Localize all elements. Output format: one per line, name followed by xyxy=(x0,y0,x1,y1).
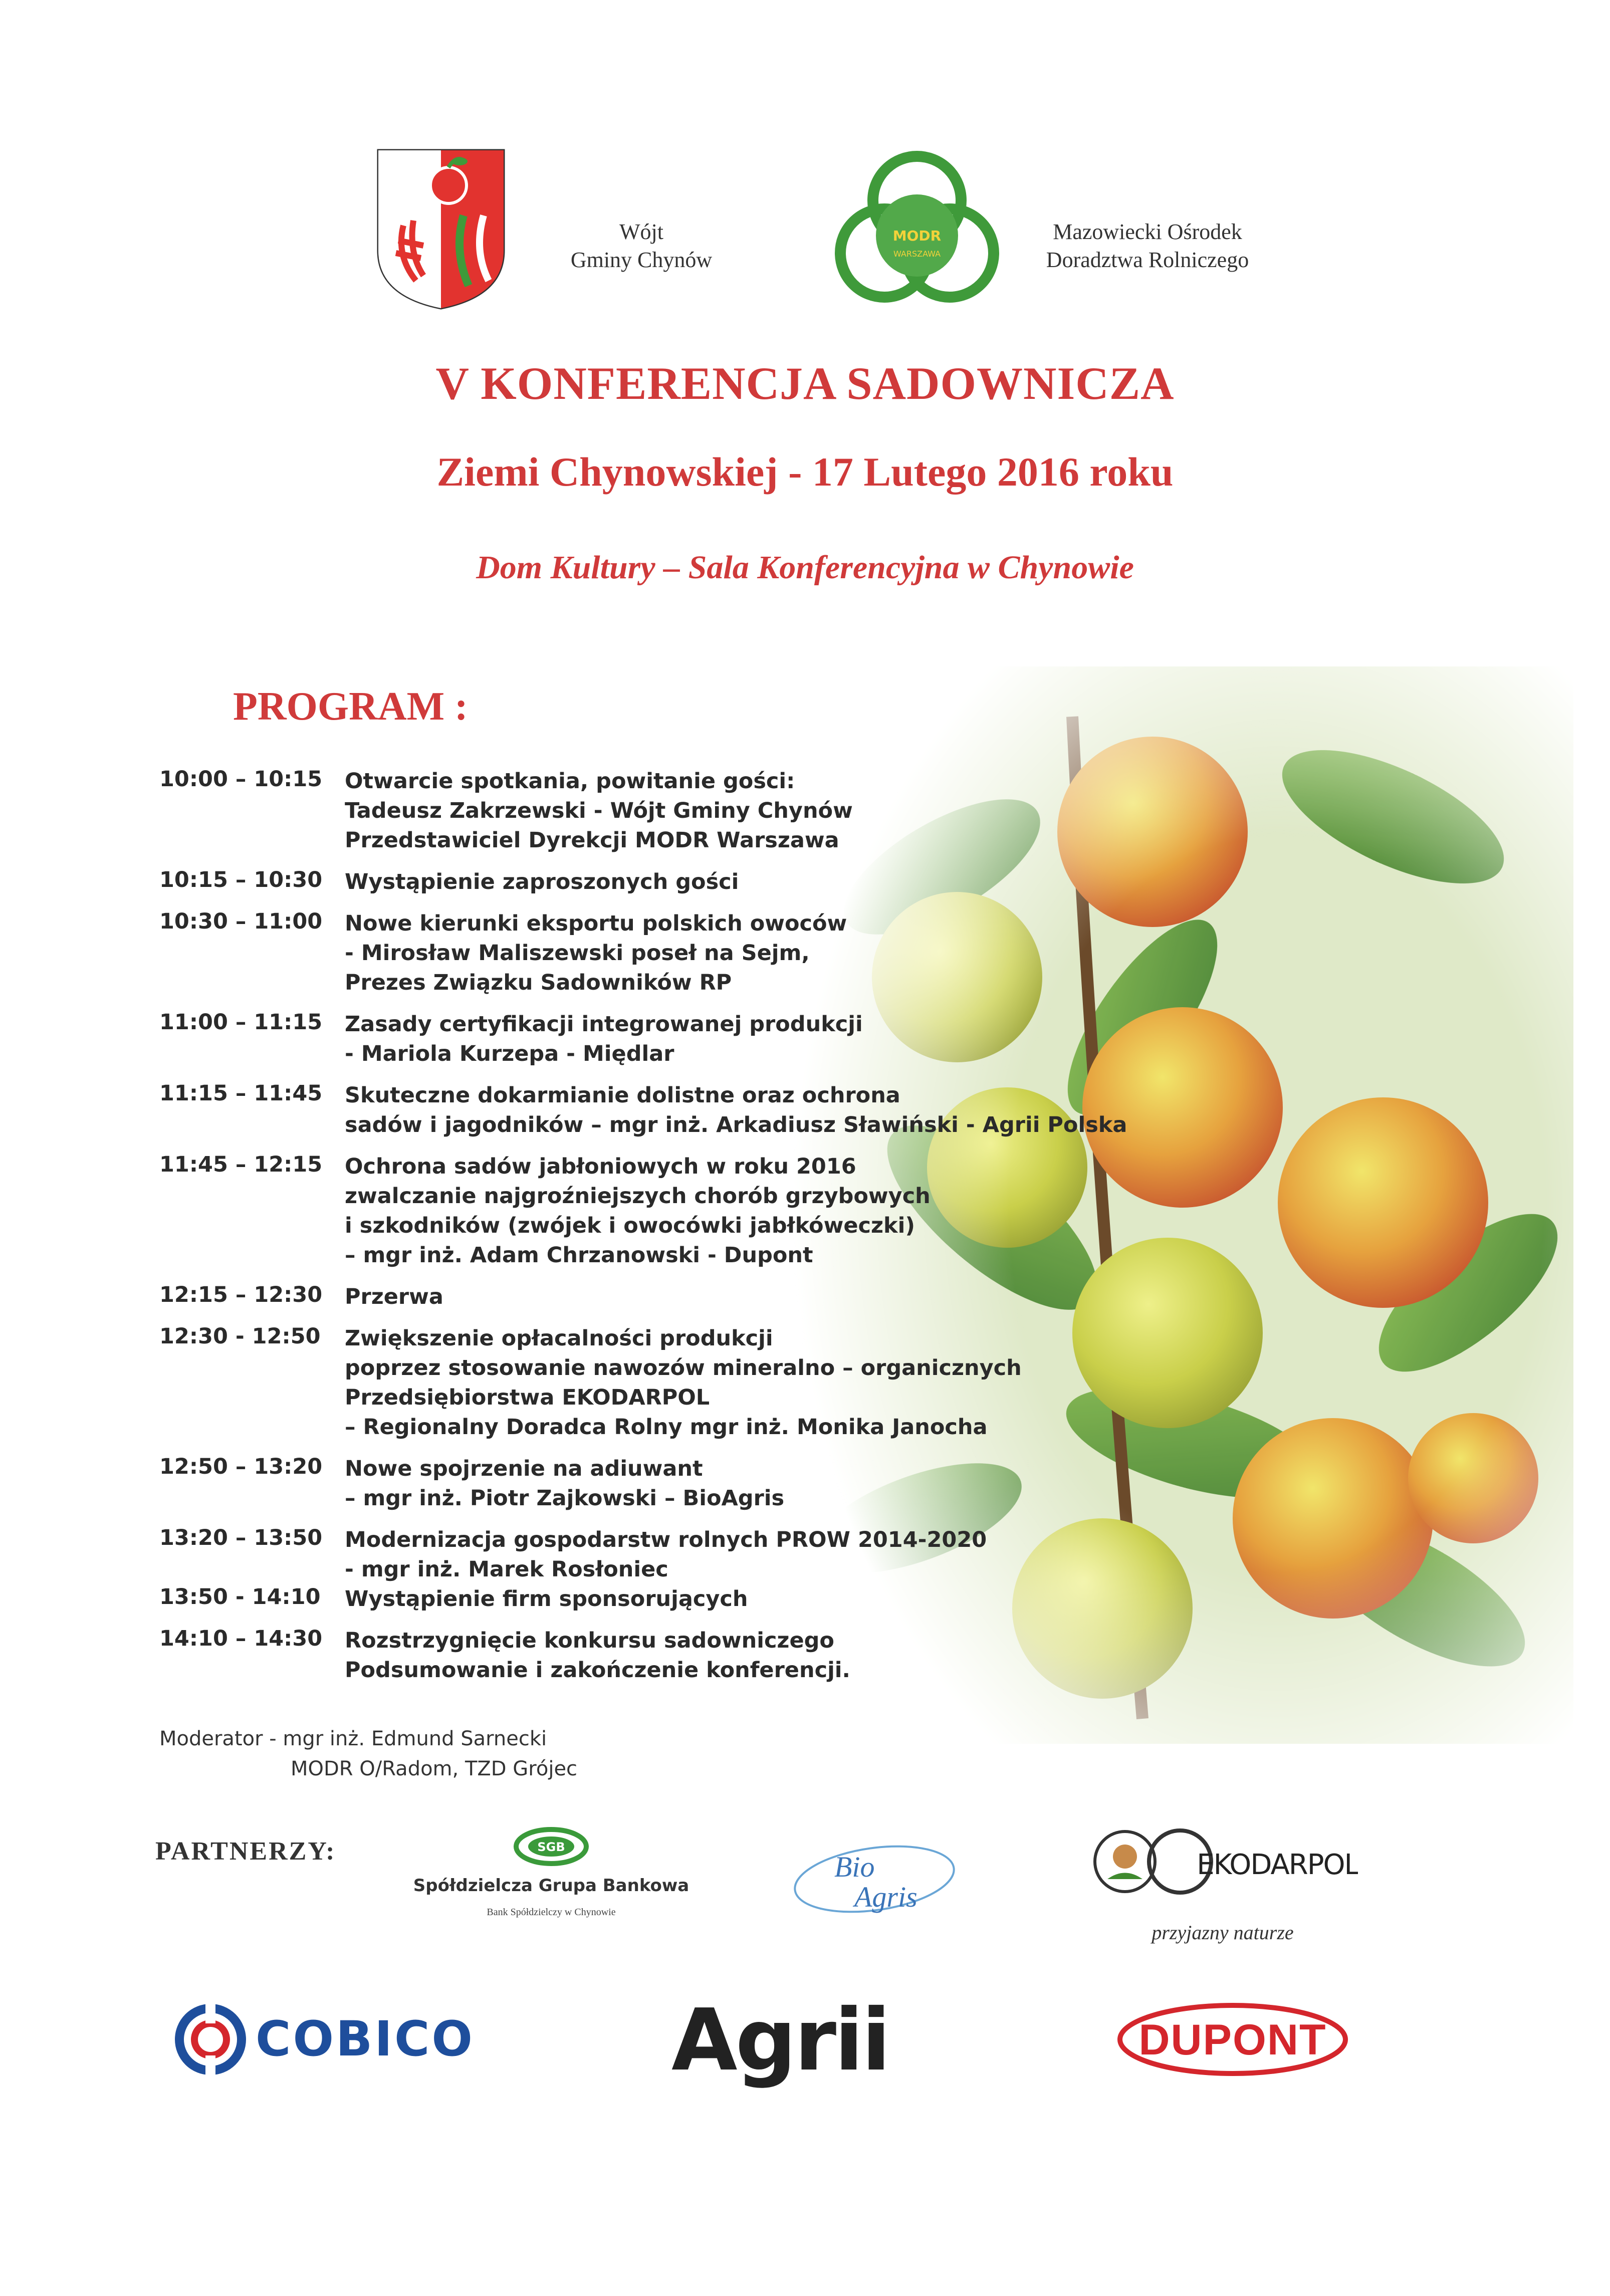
schedule-line: Przedsiębiorstwa EKODARPOL xyxy=(345,1385,710,1410)
schedule-line: Prezes Związku Sadowników RP xyxy=(345,970,732,995)
schedule-item xyxy=(159,1152,1152,1270)
sgb-logo xyxy=(411,1824,692,1954)
schedule-line: Modernizacja gospodarstw rolnych PROW 2014-2020 xyxy=(345,1527,987,1552)
schedule-line: Podsumowanie i zakończenie konferencji. xyxy=(345,1658,850,1683)
modr-logo xyxy=(834,145,1000,311)
schedule-line: Otwarcie spotkania, powitanie gości: xyxy=(345,769,795,794)
schedule-item xyxy=(159,1454,1152,1513)
bioagris-logo xyxy=(779,1829,970,1929)
conference-venue: Dom Kultury – Sala Konferencyjna w Chynowie xyxy=(476,549,1134,586)
moderator-line-2: MODR O/Radom, TZD Grójec xyxy=(291,1757,578,1780)
schedule-line: Zwiększenie opłacalności produkcji xyxy=(345,1326,773,1351)
schedule-line: – mgr inż. Adam Chrzanowski - Dupont xyxy=(345,1243,813,1268)
wojt-line-2: Gminy Chynów xyxy=(570,248,713,272)
schedule-item xyxy=(159,1010,1152,1069)
sgb-badge-icon xyxy=(509,1824,594,1869)
schedule-line: Skuteczne dokarmianie dolistne oraz ochrona xyxy=(345,1083,900,1108)
schedule-line: – mgr inż. Piotr Zajkowski – BioAgris xyxy=(345,1486,785,1511)
schedule-item xyxy=(159,1081,1152,1140)
schedule-line: Nowe spojrzenie na adiuwant xyxy=(345,1456,703,1481)
ekodarpol-tagline: przyjazny naturze xyxy=(1152,1921,1294,1944)
schedule-line: Tadeusz Zakrzewski - Wójt Gminy Chynów xyxy=(345,798,853,823)
schedule-time: 11:45 – 12:15 xyxy=(159,1152,323,1177)
schedule-time: 11:00 – 11:15 xyxy=(159,1010,323,1035)
schedule-line: zwalczanie najgroźniejszych chorób grzybowych xyxy=(345,1184,931,1209)
conference-subtitle: Ziemi Chynowskiej - 17 Lutego 2016 roku xyxy=(436,449,1174,495)
schedule-time: 13:20 – 13:50 xyxy=(159,1525,323,1550)
wojt-line-1: Wójt xyxy=(619,219,663,244)
wojt-gminy-chynow-label xyxy=(541,218,742,274)
sgb-name: Spółdzielcza Grupa Bankowa xyxy=(413,1876,689,1896)
schedule-line: Wystąpienie firm sponsorujących xyxy=(345,1586,748,1612)
partners-heading: PARTNERZY: xyxy=(155,1837,336,1866)
schedule-item xyxy=(159,867,1152,897)
schedule-line: i szkodników (zwójek i owocówki jabłkóweczki) xyxy=(345,1213,915,1238)
ekodarpol-brand: EKODARPOL xyxy=(1197,1849,1358,1881)
agrii-logo xyxy=(666,1989,992,2090)
schedule-item xyxy=(159,767,1152,855)
program-heading: PROGRAM : xyxy=(233,684,468,729)
schedule-time: 11:15 – 11:45 xyxy=(159,1081,323,1106)
moderator-info xyxy=(159,1724,577,1784)
schedule-line: - mgr inż. Marek Rosłoniec xyxy=(345,1557,668,1582)
conference-title: V KONFERENCJA SADOWNICZA xyxy=(435,358,1175,409)
sgb-badge-text: SGB xyxy=(537,1840,565,1854)
modr-line-1: Mazowiecki Ośrodek xyxy=(1053,219,1242,244)
sgb-sub: Bank Spółdzielczy w Chynowie xyxy=(487,1907,616,1918)
moderator-line-1: Moderator - mgr inż. Edmund Sarnecki xyxy=(159,1727,547,1750)
gmina-chynow-crest xyxy=(373,145,509,311)
schedule-time: 10:30 – 11:00 xyxy=(159,909,323,934)
modr-name-label xyxy=(1007,218,1288,274)
modr-badge-sub: WARSZAWA xyxy=(893,249,941,259)
schedule-line: Przerwa xyxy=(345,1284,443,1309)
modr-badge-text: MODR xyxy=(892,227,942,244)
schedule-time: 13:50 - 14:10 xyxy=(159,1584,321,1610)
schedule-item xyxy=(159,909,1152,998)
schedule-line: - Mariola Kurzepa - Międlar xyxy=(345,1041,674,1066)
modr-line-2: Doradztwa Rolniczego xyxy=(1046,248,1249,272)
bioagris-line-1: Bio xyxy=(834,1851,875,1883)
schedule-line: sadów i jagodników – mgr inż. Arkadiusz Sławiński - Agrii Polska xyxy=(345,1112,1127,1137)
schedule-line: Nowe kierunki eksportu polskich owoców xyxy=(345,911,847,936)
schedule-list xyxy=(159,767,1152,1697)
schedule-item xyxy=(159,1324,1152,1442)
agrii-text: Agrii xyxy=(671,1991,889,2090)
schedule-line: Rozstrzygnięcie konkursu sadowniczego xyxy=(345,1628,834,1653)
schedule-line: Ochrona sadów jabłoniowych w roku 2016 xyxy=(345,1154,856,1179)
cobico-text: COBICO xyxy=(256,2011,475,2067)
schedule-item xyxy=(159,1626,1152,1685)
schedule-item xyxy=(159,1282,1152,1312)
schedule-time: 10:15 – 10:30 xyxy=(159,867,323,892)
dupont-text: DUPONT xyxy=(1138,2016,1327,2064)
schedule-line: - Mirosław Maliszewski poseł na Sejm, xyxy=(345,941,810,966)
schedule-time: 12:30 - 12:50 xyxy=(159,1324,321,1349)
schedule-item xyxy=(159,1525,1152,1584)
schedule-line: Wystąpienie zaproszonych gości xyxy=(345,869,739,894)
bioagris-line-2: Agris xyxy=(854,1881,917,1913)
schedule-time: 10:00 – 10:15 xyxy=(159,767,323,792)
dupont-logo xyxy=(1112,1999,1353,2080)
cobico-logo xyxy=(170,1999,551,2080)
ekodarpol-logo xyxy=(1087,1814,1358,1959)
schedule-line: Przedstawiciel Dyrekcji MODR Warszawa xyxy=(345,828,839,853)
schedule-time: 12:50 – 13:20 xyxy=(159,1454,323,1479)
schedule-item xyxy=(159,1584,1152,1614)
schedule-line: – Regionalny Doradca Rolny mgr inż. Monika Janocha xyxy=(345,1415,988,1440)
schedule-line: Zasady certyfikacji integrowanej produkcji xyxy=(345,1012,863,1037)
schedule-time: 12:15 – 12:30 xyxy=(159,1282,323,1307)
schedule-line: poprzez stosowanie nawozów mineralno – organicznych xyxy=(345,1355,1022,1381)
schedule-time: 14:10 – 14:30 xyxy=(159,1626,323,1651)
